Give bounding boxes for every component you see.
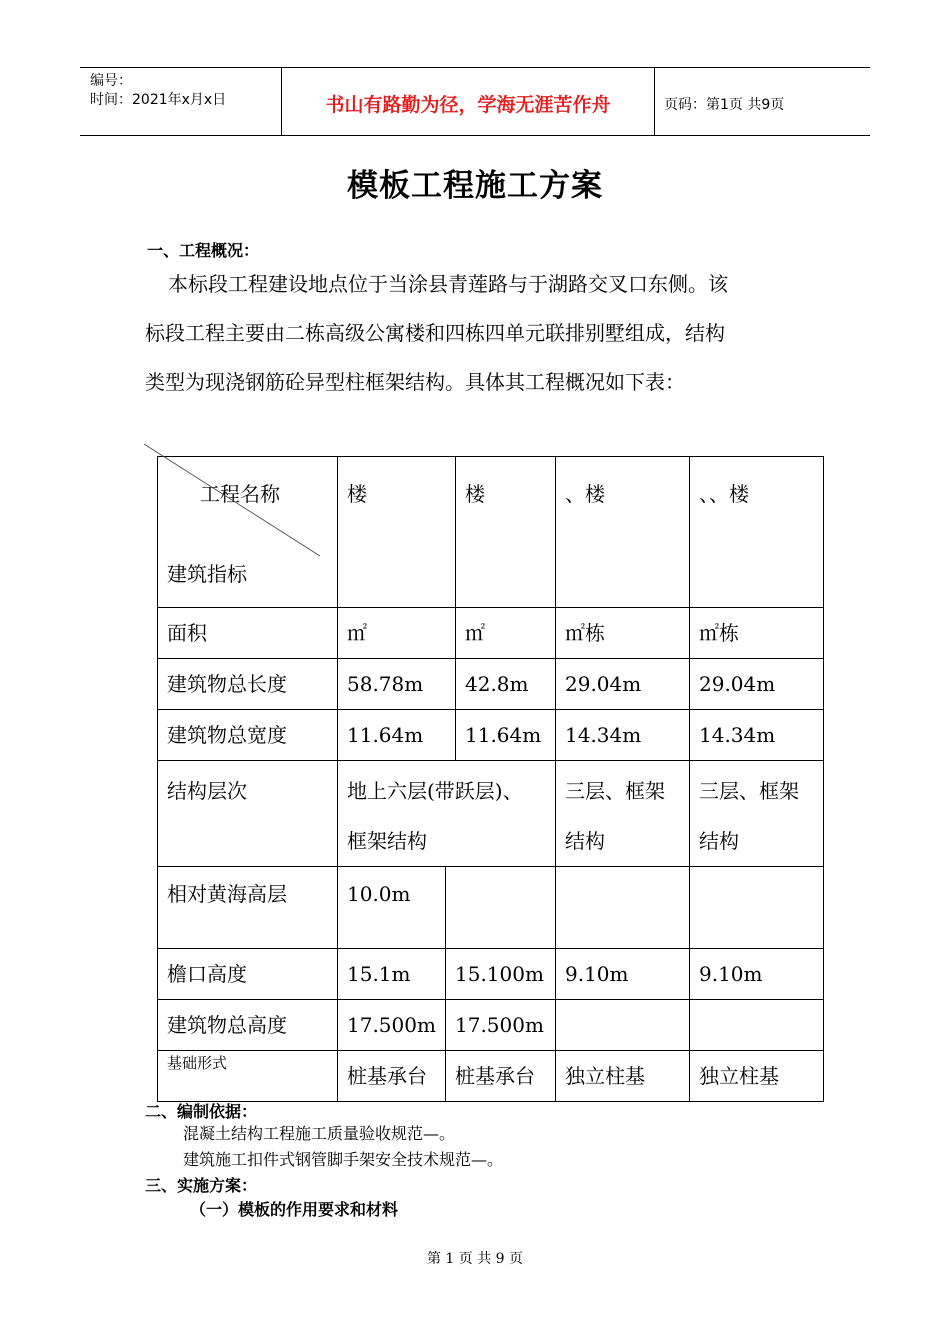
doc-time-label: 时间：2021年x月x日	[90, 92, 227, 108]
cell-line: 结构	[699, 829, 739, 853]
section-2-line-1: 混凝土结构工程施工质量验收规范—。	[183, 1124, 456, 1143]
table-row-width	[158, 710, 824, 761]
table-cell: ㎡	[456, 608, 556, 659]
row-label: 相对黄海高层	[158, 867, 338, 949]
foundation-label: 基础形式	[167, 1054, 228, 1072]
table-cell-merged	[338, 761, 556, 867]
row-label	[158, 1051, 338, 1102]
table-cell	[556, 761, 690, 867]
header-divider-right	[654, 67, 655, 135]
row-label: 面积	[158, 608, 338, 659]
table-cell: 58.78m	[338, 659, 456, 710]
table-cell: ㎡栋	[556, 608, 690, 659]
header-divider-left	[281, 67, 282, 135]
section-1-para-line-3: 类型为现浇钢筋砼异型柱框架结构。具体其工程概况如下表：	[145, 370, 685, 394]
header-bottom-rule	[80, 135, 870, 136]
table-cell: 15.100m	[446, 949, 556, 1000]
table-cell: 11.64m	[338, 710, 456, 761]
table-row-area	[158, 608, 824, 659]
section-1-para-line-2: 标段工程主要由二栋高级公寓楼和四栋四单元联排别墅组成，结构	[145, 321, 725, 345]
table-cell: ㎡	[338, 608, 456, 659]
header-motto: 书山有路勤为径，学海无涯苦作舟	[325, 94, 611, 116]
table-cell: 11.64m	[456, 710, 556, 761]
table-cell: 10.0m	[338, 867, 446, 949]
table-cell: 17.500m	[338, 1000, 446, 1051]
table-cell: 14.34m	[690, 710, 824, 761]
table-row-eave-height	[158, 949, 824, 1000]
row-label: 结构层次	[158, 761, 338, 867]
table-row-foundation	[158, 1051, 824, 1102]
table-cell: 29.04m	[556, 659, 690, 710]
page-info: 页码：第1页 共9页	[664, 97, 785, 113]
doc-number-label: 编号：	[90, 73, 132, 89]
table-cell: 桩基承台	[338, 1051, 446, 1102]
cell-line: 三层、框架	[565, 779, 665, 803]
table-cell	[556, 1000, 690, 1051]
section-3-subheading: （一）模板的作用要求和材料	[190, 1200, 399, 1219]
table-cell: 桩基承台	[446, 1051, 556, 1102]
section-2-heading: 二、编制依据：	[145, 1102, 258, 1121]
cell-line: 框架结构	[347, 829, 427, 853]
table-cell	[446, 867, 556, 949]
table-cell: 9.10m	[556, 949, 690, 1000]
table-cell: 15.1m	[338, 949, 446, 1000]
table-cell: 42.8m	[456, 659, 556, 710]
section-1-para-line-1: 本标段工程建设地点位于当涂县青莲路与于湖路交叉口东侧。该	[168, 272, 728, 296]
table-row-elevation	[158, 867, 824, 949]
table-cell: 17.500m	[446, 1000, 556, 1051]
corner-label-project-name: 工程名称	[200, 482, 280, 506]
table-cell: ㎡栋	[690, 608, 824, 659]
page-footer: 第 1 页 共 9 页	[426, 1251, 524, 1267]
section-3-heading: 三、实施方案：	[145, 1176, 258, 1195]
table-header-col-1: 楼	[338, 457, 456, 608]
table-header-col-3: 、楼	[556, 457, 690, 608]
table-cell: 独立柱基	[690, 1051, 824, 1102]
table-header-col-2: 楼	[456, 457, 556, 608]
table-header-col-4: 、、楼	[690, 457, 824, 608]
table-cell	[690, 867, 824, 949]
table-diagonal-line	[140, 440, 330, 565]
row-label: 建筑物总宽度	[158, 710, 338, 761]
table-cell: 29.04m	[690, 659, 824, 710]
table-row-total-height	[158, 1000, 824, 1051]
row-label: 建筑物总长度	[158, 659, 338, 710]
row-label: 檐口高度	[158, 949, 338, 1000]
section-2-line-2: 建筑施工扣件式钢管脚手架安全技术规范—。	[183, 1150, 504, 1169]
table-row-length	[158, 659, 824, 710]
cell-line: 结构	[565, 829, 605, 853]
document-title: 模板工程施工方案	[347, 168, 603, 204]
cell-line: 地上六层(带跃层)、	[347, 779, 523, 803]
table-cell: 9.10m	[690, 949, 824, 1000]
section-1-heading: 一、工程概况：	[147, 241, 260, 260]
table-cell: 独立柱基	[556, 1051, 690, 1102]
table-cell: 14.34m	[556, 710, 690, 761]
corner-label-building-index: 建筑指标	[167, 562, 247, 586]
table-cell	[690, 1000, 824, 1051]
table-cell	[690, 761, 824, 867]
table-cell	[556, 867, 690, 949]
row-label: 建筑物总高度	[158, 1000, 338, 1051]
table-row-structure	[158, 761, 824, 867]
header-top-rule	[80, 67, 870, 68]
cell-line: 三层、框架	[699, 779, 799, 803]
